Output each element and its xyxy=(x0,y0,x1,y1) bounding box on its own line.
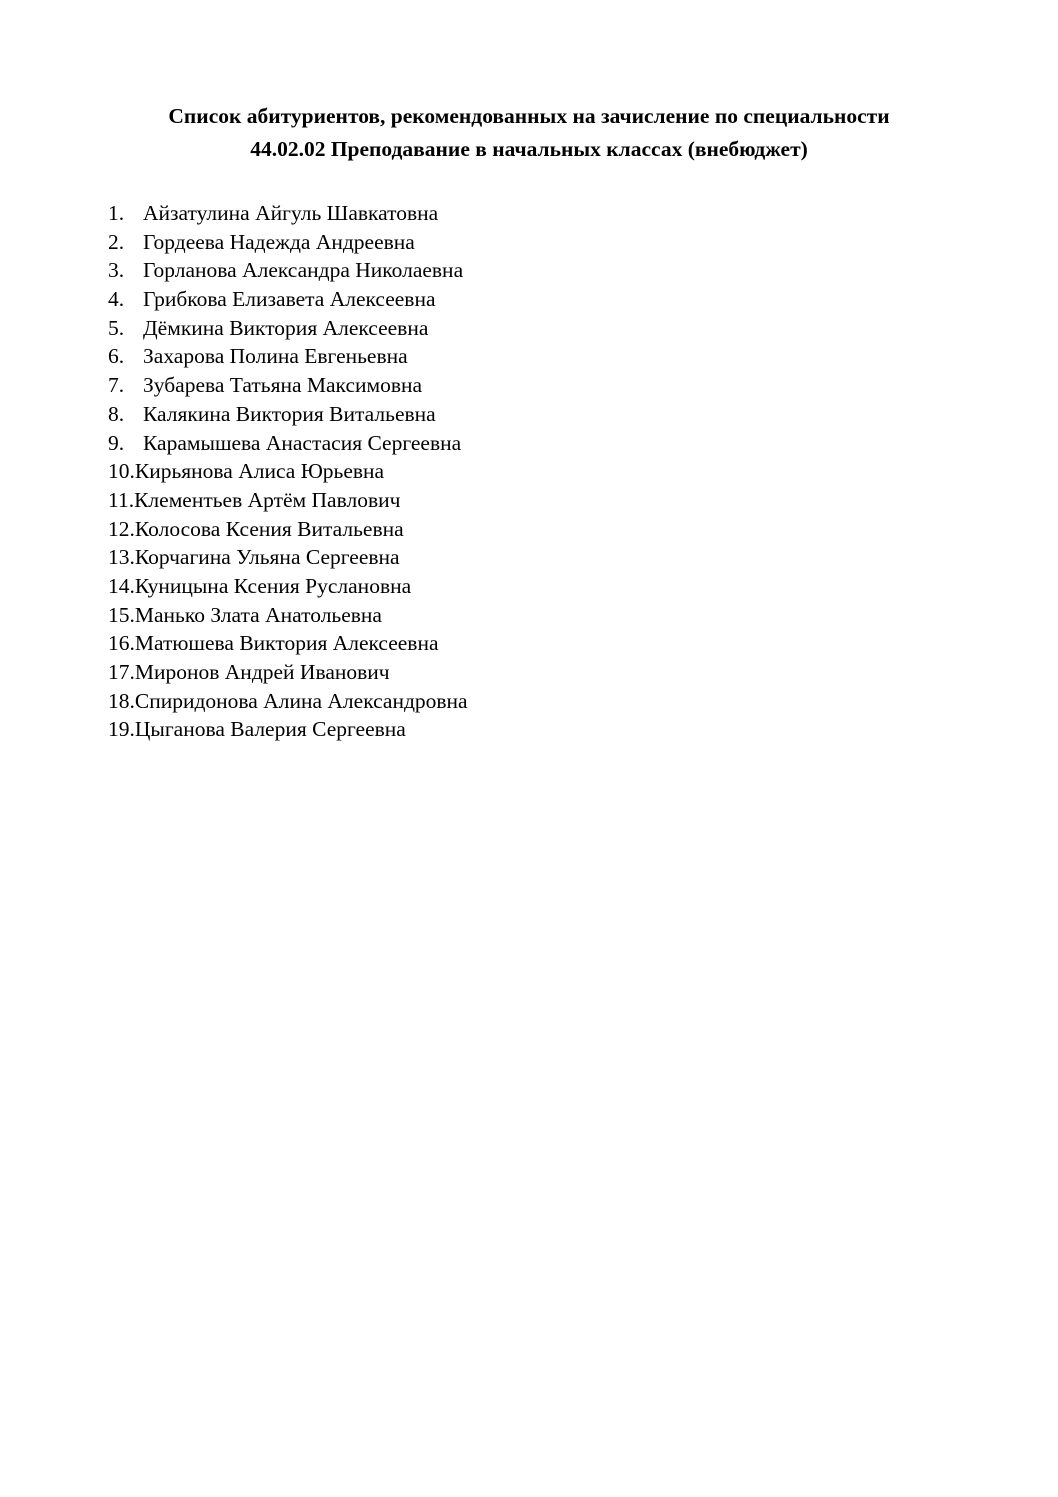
list-item-name: Клементьев Артём Павлович xyxy=(134,487,401,512)
list-item xyxy=(108,658,468,687)
list-item-number: 6. xyxy=(108,344,125,369)
list-item xyxy=(108,715,468,744)
title-line-1: Список абитуриентов, рекомендованных на зачисление по специальности xyxy=(168,104,890,128)
list-item xyxy=(108,400,468,429)
applicant-list xyxy=(108,199,468,744)
list-item xyxy=(108,285,468,314)
list-item-name: Карамышева Анастасия Сергеевна xyxy=(143,430,462,455)
list-item-name: Грибкова Елизавета Алексеевна xyxy=(143,287,436,312)
list-item-name: Матюшева Виктория Алексеевна xyxy=(134,631,439,656)
list-item-name: Корчагина Ульяна Сергеевна xyxy=(134,545,400,570)
list-item-number: 1. xyxy=(108,201,125,225)
list-item-name: Кирьянова Алиса Юрьевна xyxy=(134,459,385,484)
list-item-number: 16. xyxy=(108,631,135,656)
list-item xyxy=(108,629,468,658)
list-item-number: 8. xyxy=(108,401,125,426)
list-item xyxy=(108,371,468,400)
title-line-2: 44.02.02 Преподавание в начальных классах (внебюджет) xyxy=(250,137,808,161)
list-item-number: 17. xyxy=(108,660,135,684)
list-item xyxy=(108,515,468,544)
list-item-number: 12. xyxy=(108,516,135,541)
list-item-name: Куницына Ксения Руслановна xyxy=(134,573,412,598)
list-item-number: 13. xyxy=(108,545,135,570)
list-item-number: 9. xyxy=(108,430,125,455)
list-item xyxy=(108,601,468,630)
document-title xyxy=(60,100,998,166)
list-item-number: 10. xyxy=(108,459,135,484)
list-item-name: Гордеева Надежда Андреевна xyxy=(143,229,415,254)
list-item-number: 18. xyxy=(108,688,135,713)
list-item-name: Айзатулина Айгуль Шавкатовна xyxy=(143,201,439,225)
list-item-number: 14. xyxy=(108,573,135,598)
list-item-number: 15. xyxy=(108,602,135,627)
list-item xyxy=(108,687,468,716)
list-item-number: 3. xyxy=(108,258,125,283)
list-item-number: 5. xyxy=(108,315,125,340)
list-item xyxy=(108,429,468,458)
list-item-name: Спиридонова Алина Александровна xyxy=(134,688,468,713)
list-item xyxy=(108,543,468,572)
list-item-name: Цыганова Валерия Сергеевна xyxy=(134,717,406,742)
list-item xyxy=(108,457,468,486)
list-item-name: Горланова Александра Николаевна xyxy=(143,258,464,283)
list-item-number: 2. xyxy=(108,229,125,254)
list-item-name: Манько Злата Анатольевна xyxy=(134,602,382,627)
list-item xyxy=(108,342,468,371)
list-item-name: Миронов Андрей Иванович xyxy=(134,660,390,684)
list-item-name: Зубарева Татьяна Максимовна xyxy=(143,373,423,398)
list-item-number: 4. xyxy=(108,287,125,312)
list-item-name: Дёмкина Виктория Алексеевна xyxy=(143,315,429,340)
list-item-number: 7. xyxy=(108,373,125,398)
list-item xyxy=(108,572,468,601)
list-item-number: 19. xyxy=(108,717,135,742)
list-item-name: Захарова Полина Евгеньевна xyxy=(143,344,408,369)
list-item-number: 11. xyxy=(108,487,135,512)
list-item-name: Калякина Виктория Витальевна xyxy=(143,401,436,426)
list-item-name: Колосова Ксения Витальевна xyxy=(134,516,404,541)
list-item xyxy=(108,486,468,515)
list-item xyxy=(108,314,468,343)
list-item xyxy=(108,199,468,228)
list-item xyxy=(108,256,468,285)
list-item xyxy=(108,228,468,257)
